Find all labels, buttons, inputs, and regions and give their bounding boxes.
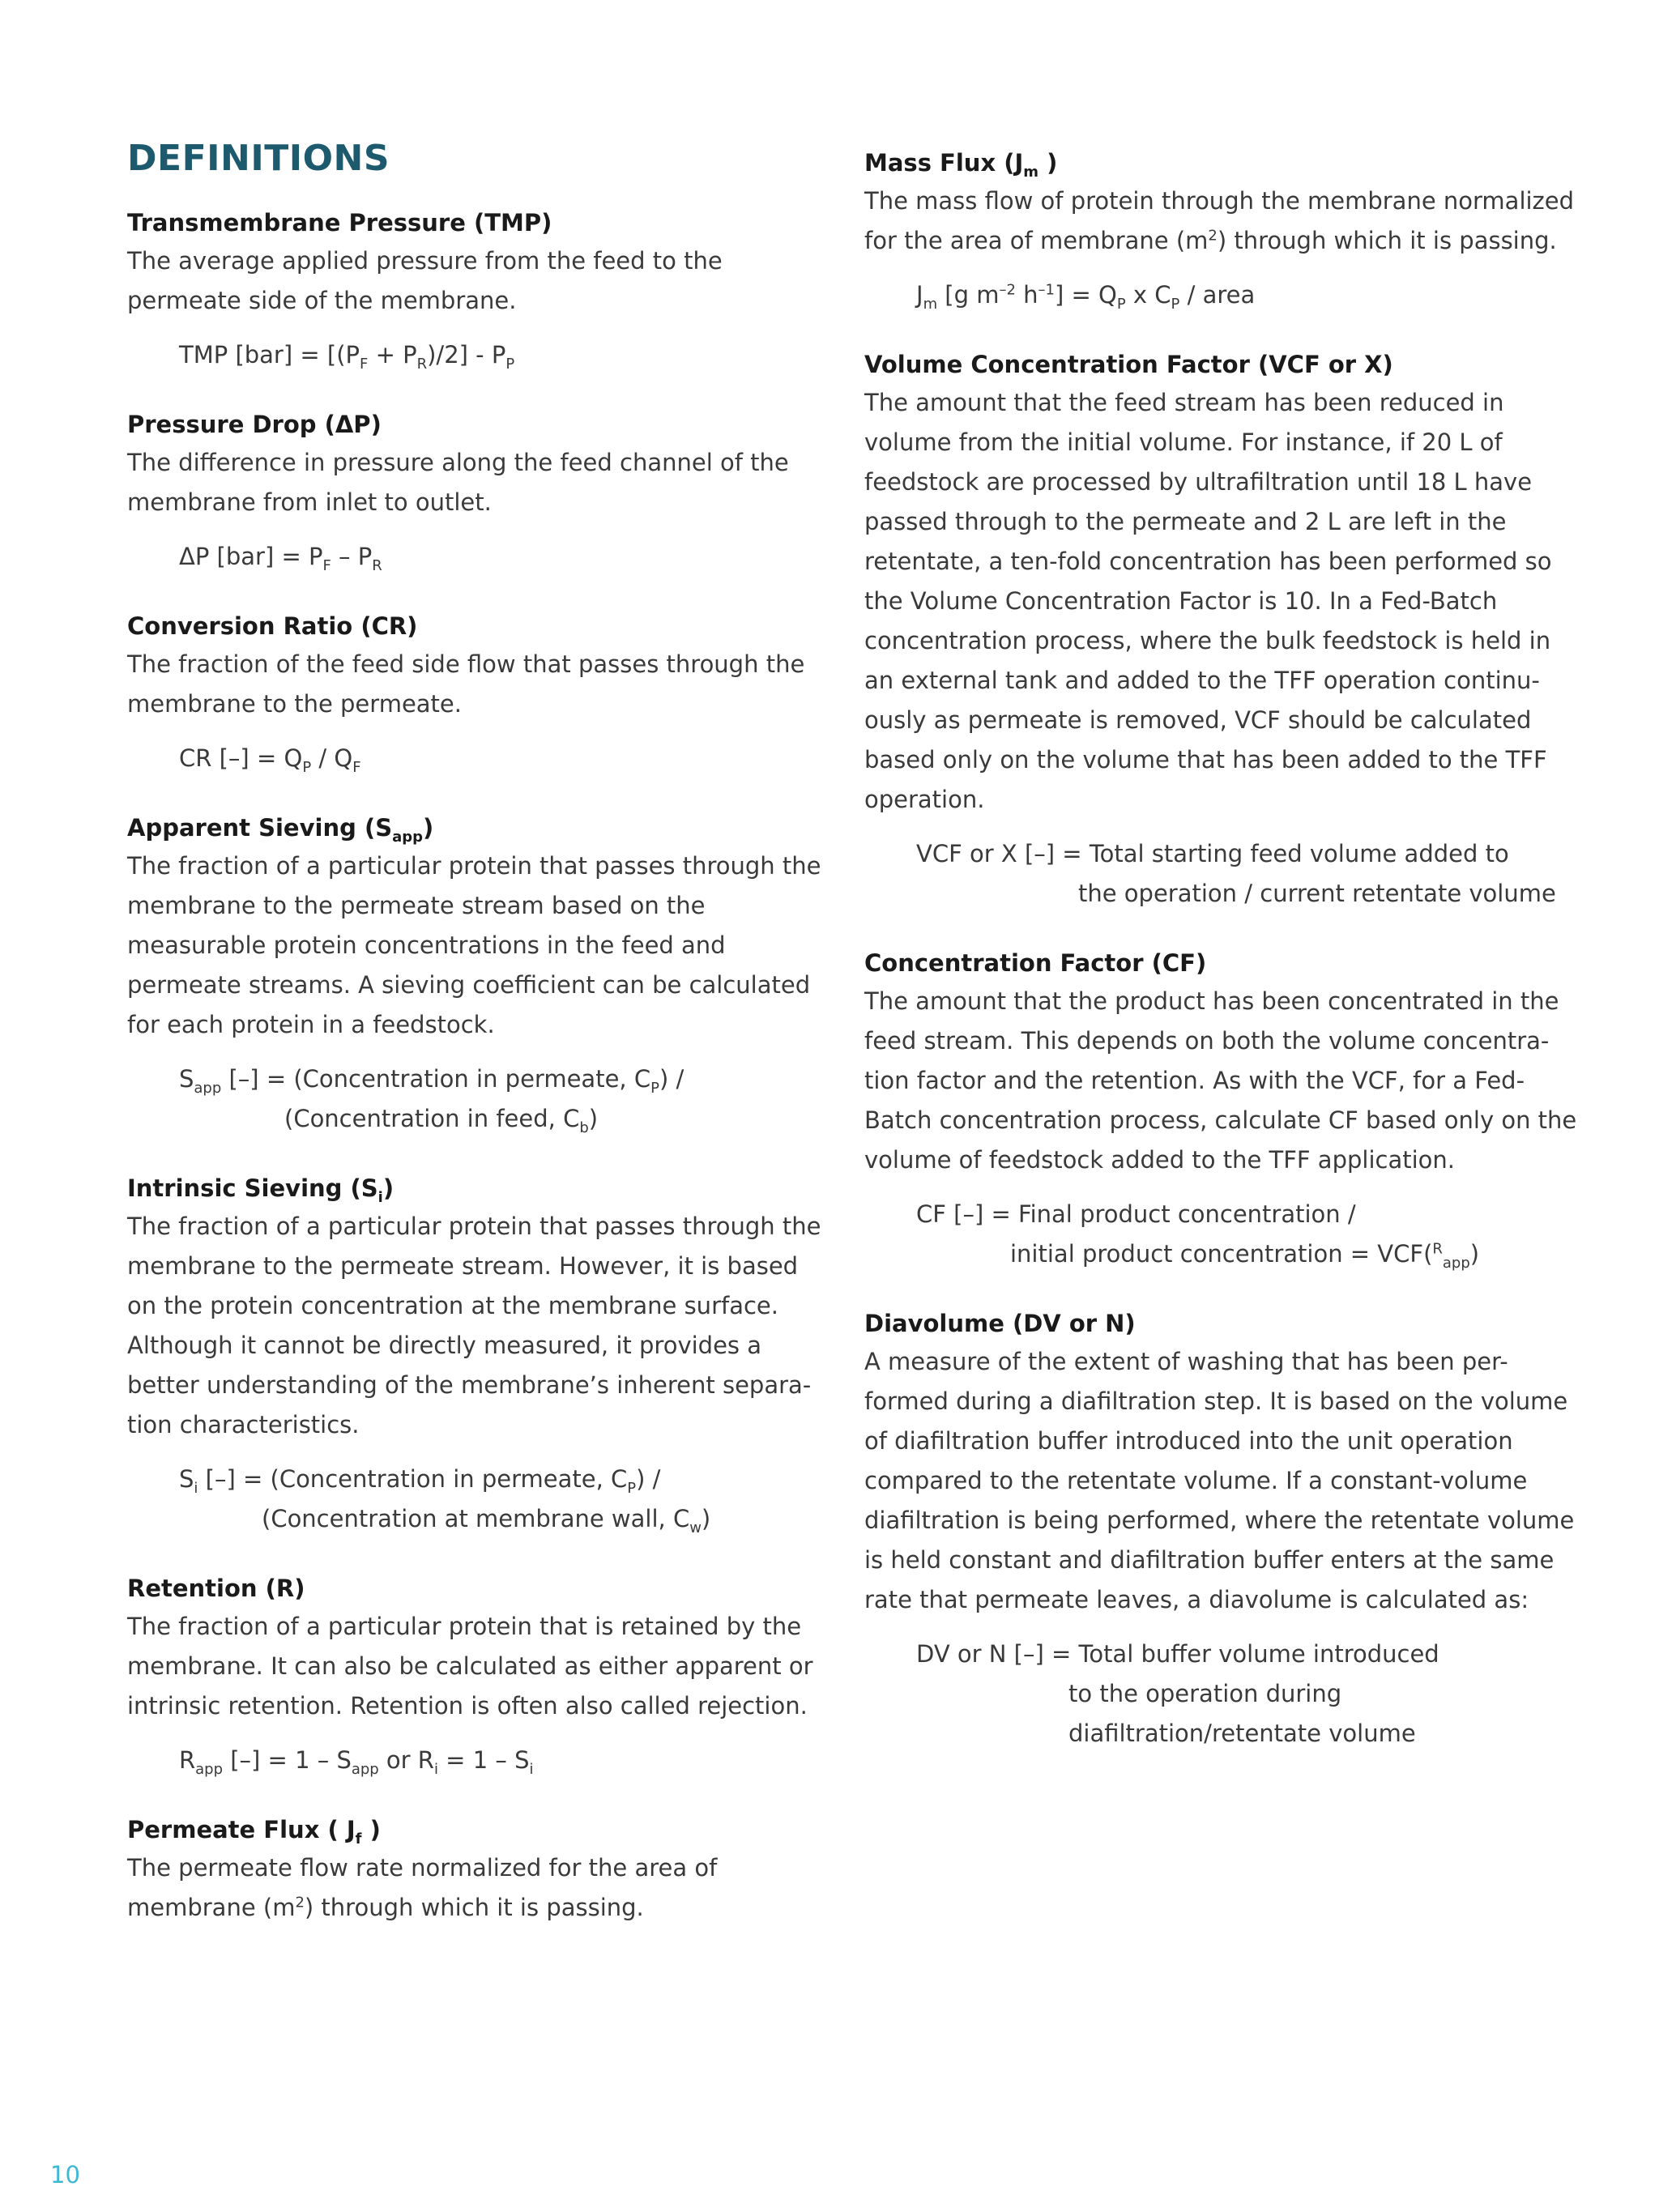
page-title: DEFINITIONS [127, 138, 390, 179]
text-vcf: The amount that the feed stream has been reduced in volume from the initial volume. For instance, if 20 L of feedstock are processed by ultrafiltration until 18 L have passed through to the permeate and 2 L are left in the retentate, a ten-fold concentration has been performed so the Volume Concentration Factor is 10. In a Fed-Batch concentration process, where the bulk feedstock is held in an external tank and added to the TFF operation continu-ously as permeate is removed, VCF should be calculated based only on the volume that has been added to the TFF operation. [864, 389, 1552, 813]
text-tmp: The average applied pressure from the feed to the permeate side of the membrane. [127, 247, 723, 314]
definition-permeate-flux [127, 1811, 824, 1928]
formula-concentration-factor: CF [–] = Final product concentration / initial product concentration = VCF($^R_{app}$) [916, 1200, 1480, 1272]
heading-permeate-flux: Permeate Flux ( $J_f$ ) [127, 1816, 381, 1848]
heading-retention: Retention (R) [127, 1575, 305, 1602]
definition-retention [127, 1570, 824, 1780]
text-intrinsic-sieving: The fraction of a particular protein that passes through the membrane to the permeate stream. However, it is based on the protein concentration at the membrane surface. Although it cannot be directly measured, it provides a better understanding of the membrane’s inherent separa-tion characteristics. [127, 1213, 821, 1438]
right-column [864, 138, 1577, 1784]
definition-apparent-sieving [127, 809, 824, 1139]
text-permeate-flux: The permeate flow rate normalized for the area of membrane $(m^2)$ through which it is passing. [127, 1854, 718, 1921]
formula-diavolume: DV or N [–] = Total buffer volume introduced to the operation during diafiltration/retentate volume [916, 1640, 1439, 1747]
definition-diavolume [864, 1305, 1577, 1754]
definition-tmp [127, 204, 824, 375]
text-retention: The fraction of a particular protein that is retained by the membrane. It can also be calculated as either apparent or intrinsic retention. Retention is often also called rejection. [127, 1613, 813, 1720]
definition-mass-flux [864, 144, 1577, 315]
formula-retention: $R_{app}$ [–] = $1 - S_{app}$ or $R_i = 1 - S_i$ [179, 1746, 534, 1778]
text-pressure-drop: The difference in pressure along the feed channel of the membrane from inlet to outlet. [127, 449, 789, 516]
text-conversion-ratio: The fraction of the feed side flow that passes through the membrane to the permeate. [127, 650, 805, 718]
formula-tmp: TMP $[bar] = [(P_F + P_R)/2] - P_P$ [179, 341, 515, 373]
formula-vcf: VCF or X [–] = Total starting feed volume added to the operation / current retentate volume [916, 840, 1556, 907]
text-mass-flux: The mass flow of protein through the membrane normalized for the area of membrane $(m^2)$ through which it is passing. [864, 187, 1575, 254]
formula-conversion-ratio: CR [–] = $Q_P / Q_F$ [179, 744, 361, 776]
text-diavolume: A measure of the extent of washing that has been per-formed during a diafiltration step. It is based on the volume of diafiltration buffer introduced into the unit operation compared to the retentate volume. If a constant-volume diafiltration is being performed, where the retentate volume is held constant and diafiltration buffer enters at the same rate that permeate leaves, a diavolume is calculated as: [864, 1348, 1575, 1613]
definition-concentration-factor [864, 944, 1577, 1274]
heading-concentration-factor: Concentration Factor (CF) [864, 949, 1207, 977]
page-number: 10 [50, 2161, 80, 2189]
definition-vcf [864, 346, 1577, 914]
heading-apparent-sieving: Apparent Sieving $(S_{app})$ [127, 814, 434, 846]
heading-intrinsic-sieving: Intrinsic Sieving $(S_i)$ [127, 1174, 394, 1206]
definition-pressure-drop [127, 406, 824, 577]
heading-tmp: Transmembrane Pressure (TMP) [127, 209, 552, 237]
left-column [127, 138, 824, 1958]
formula-intrinsic-sieving: $S_i$ [–] = (Concentration in permeate, $C_P$) / (Concentration at membrane wall, $C_w$) [179, 1465, 711, 1536]
text-apparent-sieving: The fraction of a particular protein that passes through the membrane to the permeate stream based on the measurable protein concentrations in the feed and permeate streams. A sieving coefficient can be calculated for each protein in a feedstock. [127, 852, 821, 1038]
definition-conversion-ratio [127, 607, 824, 778]
formula-mass-flux: $J_m$ [g $m^{-2}$ $h^{-1}] = Q_P$ x $C_P$ / area [916, 281, 1256, 313]
formula-apparent-sieving: $S_{app}$ [–] = (Concentration in permeate, $C_P$) / (Concentration in feed, $C_b$) [179, 1065, 684, 1136]
heading-mass-flux: Mass Flux ($J_m$ ) [864, 149, 1058, 181]
heading-diavolume: Diavolume (DV or N) [864, 1310, 1136, 1337]
text-concentration-factor: The amount that the product has been concentrated in the feed stream. This depends on both the volume concentra-tion factor and the retention. As with the VCF, for a Fed-Batch concentration process, calculate CF based only on the volume of feedstock added to the TFF application. [864, 987, 1577, 1174]
definition-intrinsic-sieving [127, 1170, 824, 1539]
heading-pressure-drop: Pressure Drop (ΔP) [127, 411, 382, 438]
heading-conversion-ratio: Conversion Ratio (CR) [127, 612, 418, 640]
heading-vcf: Volume Concentration Factor (VCF or X) [864, 351, 1393, 378]
formula-pressure-drop: ΔP $[bar] = P_F - P_R$ [179, 543, 382, 574]
